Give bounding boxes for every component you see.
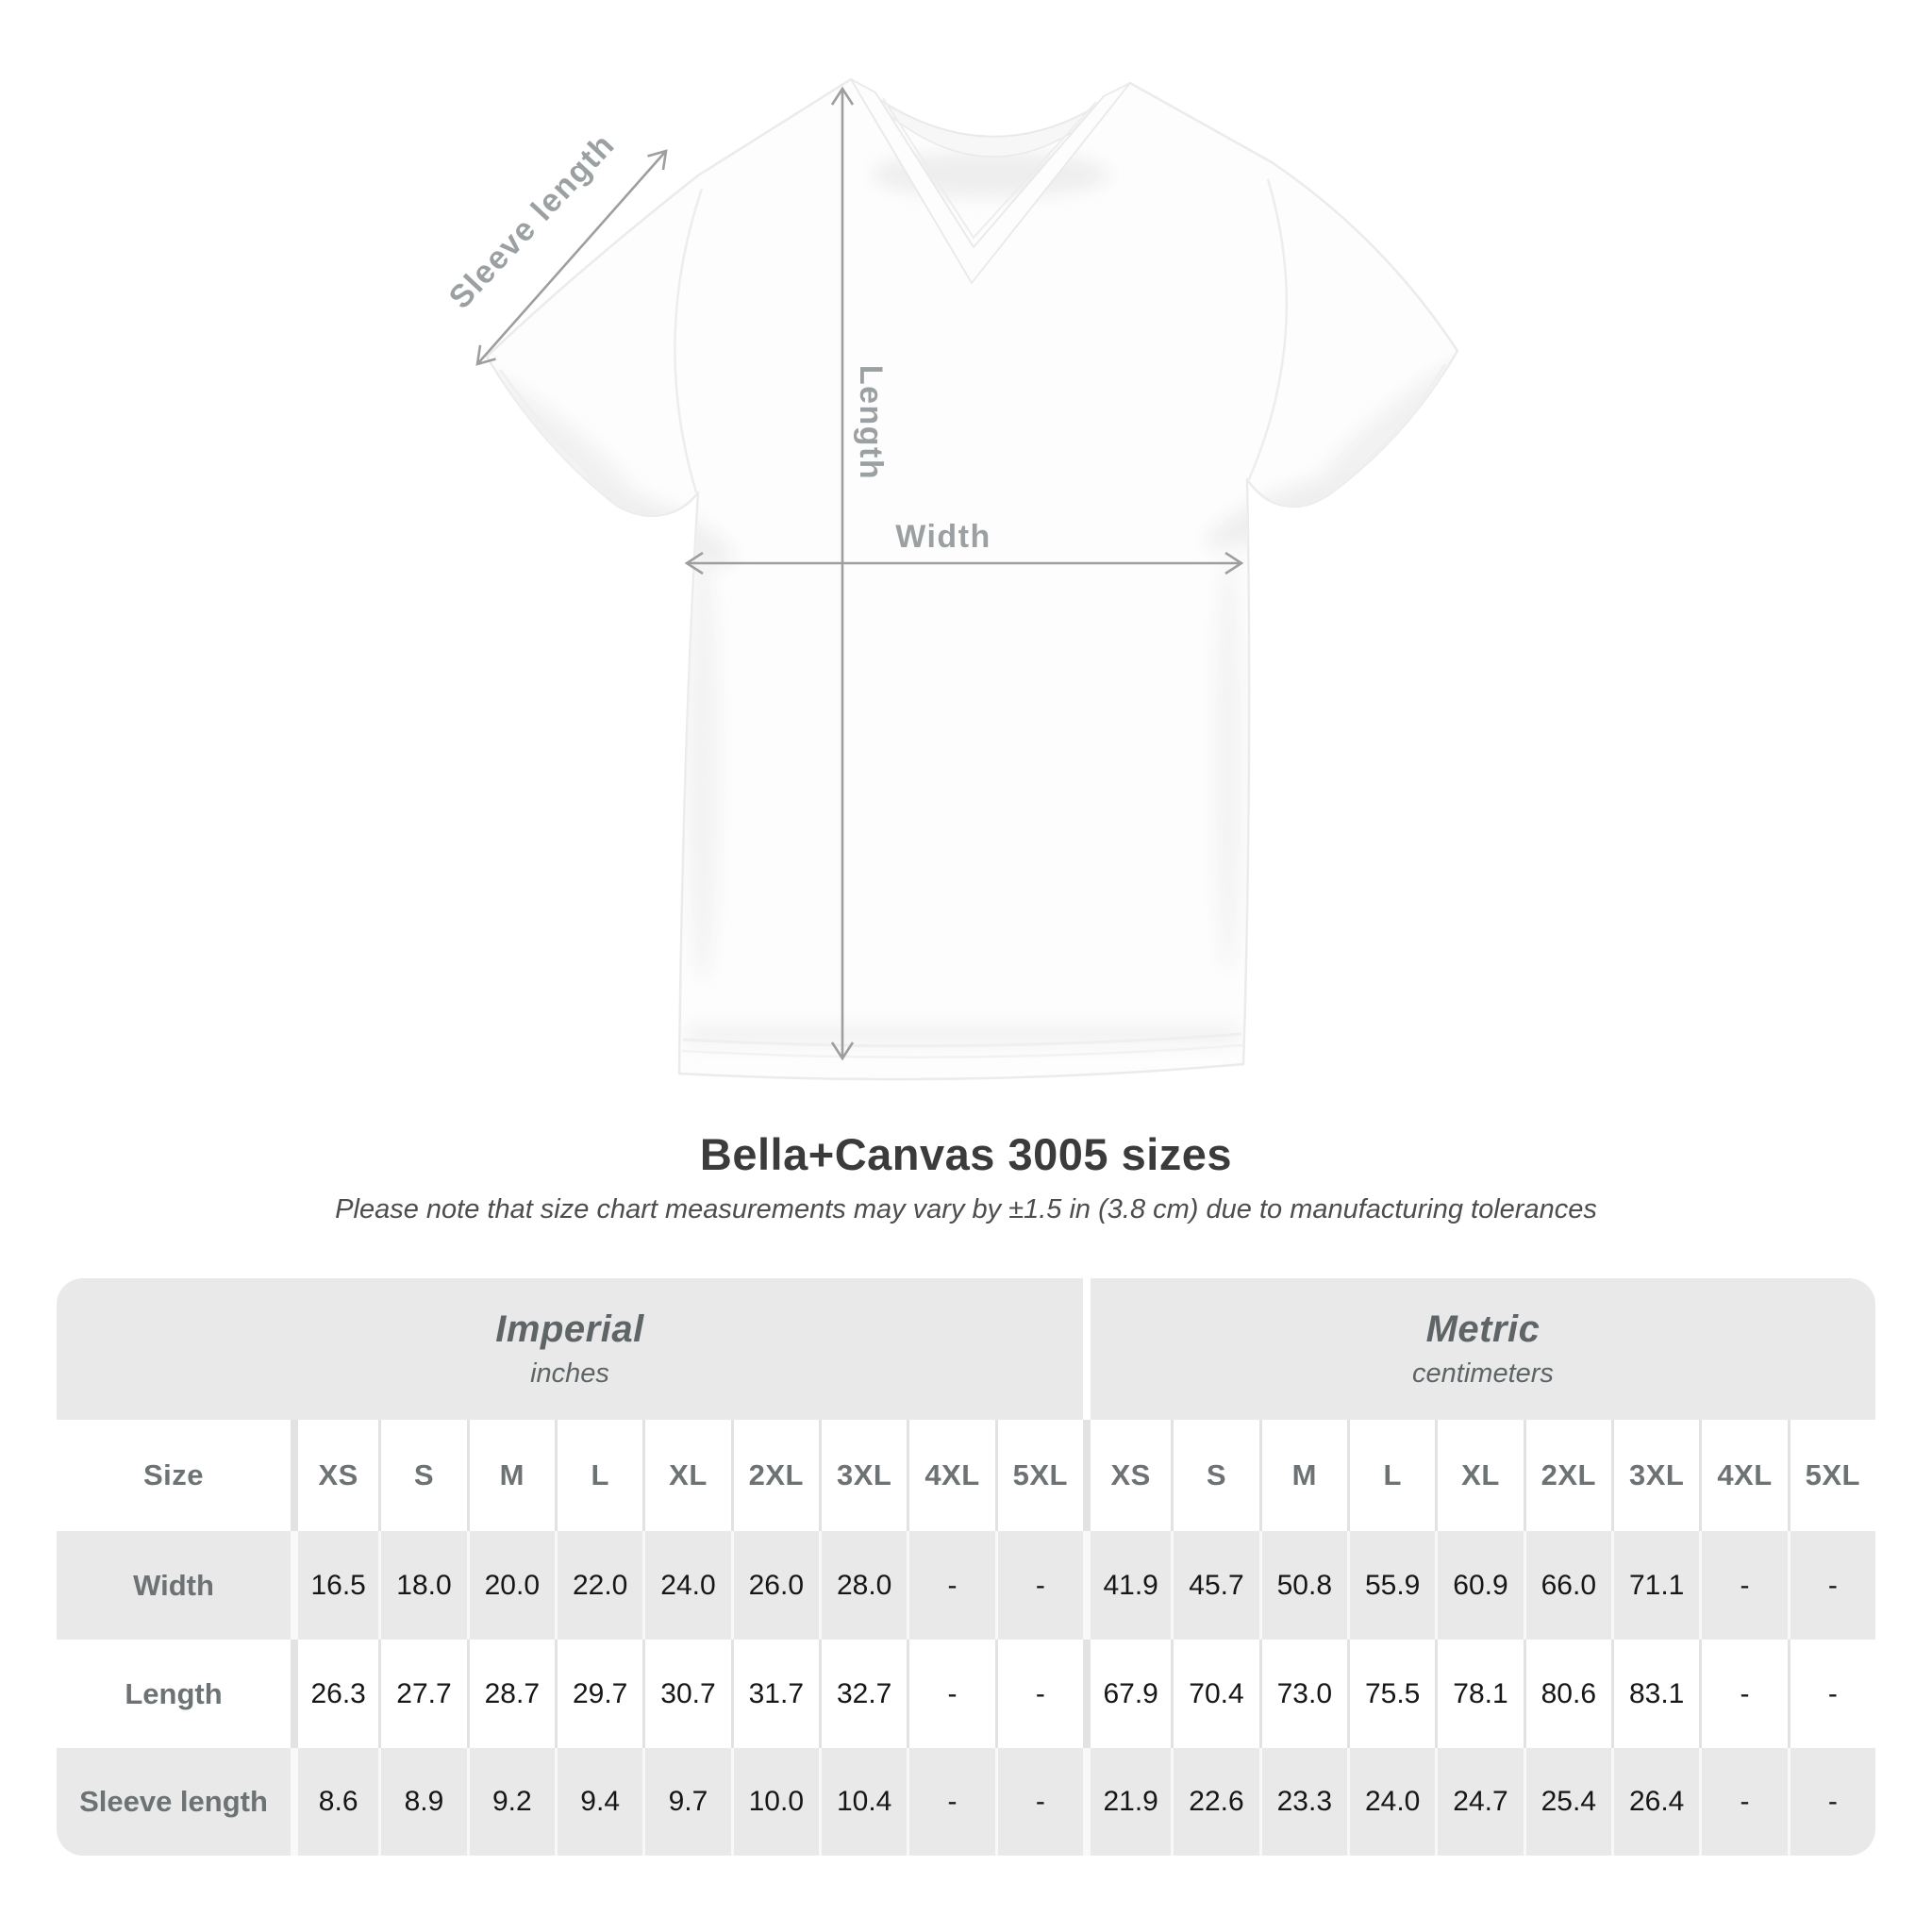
table-cell xyxy=(995,1531,1083,1640)
size-col-header xyxy=(467,1420,555,1531)
size-col-header-text: 2XL xyxy=(1541,1458,1596,1491)
size-col-header-text: 5XL xyxy=(1805,1458,1860,1491)
table-cell-text: - xyxy=(1740,1569,1750,1601)
imperial-section-header xyxy=(57,1278,1083,1420)
table-cell-text: 78.1 xyxy=(1453,1677,1508,1709)
table-cell xyxy=(1788,1531,1875,1640)
table-cell xyxy=(1347,1748,1435,1856)
table-cell-text: 55.9 xyxy=(1364,1569,1421,1601)
table-cell xyxy=(1699,1531,1787,1640)
table-cell xyxy=(1611,1748,1699,1856)
row-label xyxy=(57,1640,291,1748)
table-cell-text: - xyxy=(1740,1786,1750,1817)
row-label-text: Width xyxy=(133,1568,214,1602)
size-col-header xyxy=(1259,1420,1347,1531)
size-col-header-text: XS xyxy=(1110,1458,1151,1491)
size-col-header-text: XL xyxy=(1461,1458,1500,1491)
table-cell xyxy=(555,1748,642,1856)
table-cell xyxy=(1083,1748,1171,1856)
table-cell-text: 10.4 xyxy=(836,1786,892,1817)
table-cell-text: 71.1 xyxy=(1628,1569,1685,1601)
table-cell xyxy=(819,1531,907,1640)
table-cell-text: - xyxy=(1740,1677,1750,1709)
table-cell-text: 31.7 xyxy=(748,1677,805,1709)
table-cell xyxy=(467,1531,555,1640)
size-col-header xyxy=(907,1420,994,1531)
table-cell-text: - xyxy=(1827,1677,1838,1709)
table-cell-text: 22.6 xyxy=(1189,1786,1244,1817)
metric-unit: centimeters xyxy=(1412,1358,1554,1389)
table-cell-text: 21.9 xyxy=(1103,1786,1158,1817)
page-subtitle: Please note that size chart measurements may vary by ±1.5 in (3.8 cm) due to manufacturing tolerances xyxy=(335,1194,1597,1224)
table-cell xyxy=(467,1748,555,1856)
table-cell xyxy=(995,1748,1083,1856)
table-cell xyxy=(555,1531,642,1640)
table-cell-text: 16.5 xyxy=(310,1569,366,1601)
table-cell-text: 75.5 xyxy=(1364,1677,1421,1709)
table-cell-text: 22.0 xyxy=(572,1569,628,1601)
table-cell-text: 8.9 xyxy=(404,1786,444,1817)
size-col-header xyxy=(1171,1420,1258,1531)
size-col-header xyxy=(995,1420,1083,1531)
table-cell-text: 26.0 xyxy=(748,1569,805,1601)
table-cell xyxy=(1259,1748,1347,1856)
row-label xyxy=(57,1748,291,1856)
table-cell-text: - xyxy=(1035,1569,1045,1601)
size-col-header-text: L xyxy=(1383,1458,1402,1491)
length-label: Length xyxy=(853,364,889,481)
row-label-text: Length xyxy=(125,1676,223,1710)
size-table xyxy=(57,1278,1875,1856)
table-cell xyxy=(1347,1531,1435,1640)
table-cell-text: 32.7 xyxy=(836,1677,892,1709)
table-cell-text: 25.4 xyxy=(1541,1786,1597,1817)
table-cell-text: 18.0 xyxy=(396,1569,452,1601)
table-cell xyxy=(1171,1531,1258,1640)
table-cell xyxy=(1259,1531,1347,1640)
table-cell xyxy=(1788,1640,1875,1748)
table-cell-text: - xyxy=(1035,1786,1045,1817)
size-col-header-text: L xyxy=(591,1458,609,1491)
table-cell xyxy=(907,1640,994,1748)
table-cell xyxy=(378,1531,466,1640)
table-cell-text: 8.6 xyxy=(318,1786,358,1817)
size-col-header-text: XL xyxy=(669,1458,708,1491)
table-cell-text: - xyxy=(947,1786,958,1817)
table-cell xyxy=(1788,1748,1875,1856)
size-col-header xyxy=(1611,1420,1699,1531)
table-cell xyxy=(1083,1640,1171,1748)
table-cell xyxy=(1524,1640,1611,1748)
size-header-cell-text: Size xyxy=(142,1458,205,1491)
tshirt-body xyxy=(487,79,1457,1079)
size-col-header xyxy=(1083,1420,1171,1531)
size-col-header xyxy=(731,1420,819,1531)
size-col-header xyxy=(642,1420,730,1531)
size-col-header-text: M xyxy=(499,1458,525,1491)
sleeve-length-label: Sleeve length xyxy=(441,126,623,316)
table-cell xyxy=(642,1531,730,1640)
table-cell xyxy=(1083,1531,1171,1640)
table-cell xyxy=(731,1640,819,1748)
table-cell-text: 73.0 xyxy=(1276,1677,1333,1709)
table-cell-text: 24.0 xyxy=(1364,1786,1421,1817)
table-cell-text: 24.7 xyxy=(1453,1786,1508,1817)
size-col-header xyxy=(291,1420,378,1531)
table-cell xyxy=(1524,1531,1611,1640)
table-cell-text: - xyxy=(1827,1786,1838,1817)
table-cell xyxy=(378,1640,466,1748)
table-cell xyxy=(1347,1640,1435,1748)
table-cell-text: 83.1 xyxy=(1628,1677,1685,1709)
metric-section-header xyxy=(1083,1278,1875,1420)
table-cell-text: 70.4 xyxy=(1189,1677,1244,1709)
table-cell-text: 66.0 xyxy=(1541,1569,1597,1601)
size-col-header-text: S xyxy=(413,1458,435,1491)
table-cell-text: 9.2 xyxy=(491,1786,532,1817)
table-cell-text: 23.3 xyxy=(1276,1786,1333,1817)
table-cell xyxy=(1435,1531,1523,1640)
size-col-header xyxy=(1788,1420,1875,1531)
width-label: Width xyxy=(895,519,991,555)
table-cell-text: - xyxy=(1035,1677,1045,1709)
size-col-header-text: 3XL xyxy=(836,1458,892,1491)
table-cell xyxy=(1611,1640,1699,1748)
table-cell-text: 30.7 xyxy=(660,1677,716,1709)
table-cell-text: 27.7 xyxy=(396,1677,452,1709)
table-cell-text: 24.0 xyxy=(660,1569,716,1601)
table-cell-text: 9.7 xyxy=(668,1786,708,1817)
table-cell-text: 80.6 xyxy=(1541,1677,1597,1709)
table-cell xyxy=(1171,1640,1258,1748)
table-cell xyxy=(1524,1748,1611,1856)
size-col-header xyxy=(1699,1420,1787,1531)
table-cell-text: 10.0 xyxy=(748,1786,805,1817)
table-cell xyxy=(731,1531,819,1640)
size-col-header-text: 3XL xyxy=(1628,1458,1685,1491)
table-cell xyxy=(1435,1640,1523,1748)
table-cell-text: 41.9 xyxy=(1103,1569,1158,1601)
table-cell-text: 60.9 xyxy=(1453,1569,1508,1601)
table-cell xyxy=(819,1748,907,1856)
table-cell xyxy=(555,1640,642,1748)
table-cell-text: - xyxy=(1827,1569,1838,1601)
table-cell xyxy=(907,1531,994,1640)
table-cell xyxy=(291,1640,378,1748)
table-cell xyxy=(291,1748,378,1856)
page-title: Bella+Canvas 3005 sizes xyxy=(699,1129,1233,1179)
table-cell-text: 67.9 xyxy=(1103,1677,1158,1709)
table-cell xyxy=(291,1531,378,1640)
imperial-unit: inches xyxy=(530,1358,609,1389)
table-cell-text: 28.0 xyxy=(836,1569,892,1601)
size-col-header-text: 2XL xyxy=(748,1458,804,1491)
table-cell xyxy=(642,1748,730,1856)
table-cell xyxy=(378,1748,466,1856)
table-cell-text: 28.7 xyxy=(484,1677,541,1709)
table-cell xyxy=(642,1640,730,1748)
size-col-header xyxy=(1435,1420,1523,1531)
size-col-header-text: M xyxy=(1291,1458,1317,1491)
size-col-header-text: 4XL xyxy=(1717,1458,1773,1491)
table-cell-text: 26.3 xyxy=(310,1677,366,1709)
size-header-cell xyxy=(57,1420,291,1531)
table-cell xyxy=(467,1640,555,1748)
row-label-text: Sleeve length xyxy=(79,1785,268,1818)
size-col-header-text: XS xyxy=(318,1458,358,1491)
table-cell-text: 29.7 xyxy=(572,1677,628,1709)
table-cell-text: 9.4 xyxy=(580,1786,621,1817)
imperial-title: Imperial xyxy=(495,1308,644,1350)
table-cell xyxy=(1699,1640,1787,1748)
size-col-header xyxy=(819,1420,907,1531)
table-cell-text: 26.4 xyxy=(1628,1786,1685,1817)
table-cell xyxy=(907,1748,994,1856)
table-cell xyxy=(1699,1748,1787,1856)
table-cell xyxy=(731,1748,819,1856)
table-cell-text: - xyxy=(947,1569,958,1601)
table-cell xyxy=(1259,1640,1347,1748)
table-cell xyxy=(1435,1748,1523,1856)
size-col-header xyxy=(378,1420,466,1531)
table-cell xyxy=(819,1640,907,1748)
row-label xyxy=(57,1531,291,1640)
table-cell xyxy=(995,1640,1083,1748)
size-col-header xyxy=(1347,1420,1435,1531)
table-cell-text: 45.7 xyxy=(1189,1569,1244,1601)
size-col-header-text: S xyxy=(1206,1458,1227,1491)
table-cell xyxy=(1171,1748,1258,1856)
table-cell xyxy=(1611,1531,1699,1640)
size-col-header xyxy=(555,1420,642,1531)
size-col-header-text: 4XL xyxy=(924,1458,980,1491)
size-col-header-text: 5XL xyxy=(1012,1458,1068,1491)
size-col-header xyxy=(1524,1420,1611,1531)
table-cell-text: 50.8 xyxy=(1276,1569,1333,1601)
metric-title: Metric xyxy=(1425,1308,1541,1350)
table-cell-text: 20.0 xyxy=(484,1569,541,1601)
table-cell-text: - xyxy=(947,1677,958,1709)
